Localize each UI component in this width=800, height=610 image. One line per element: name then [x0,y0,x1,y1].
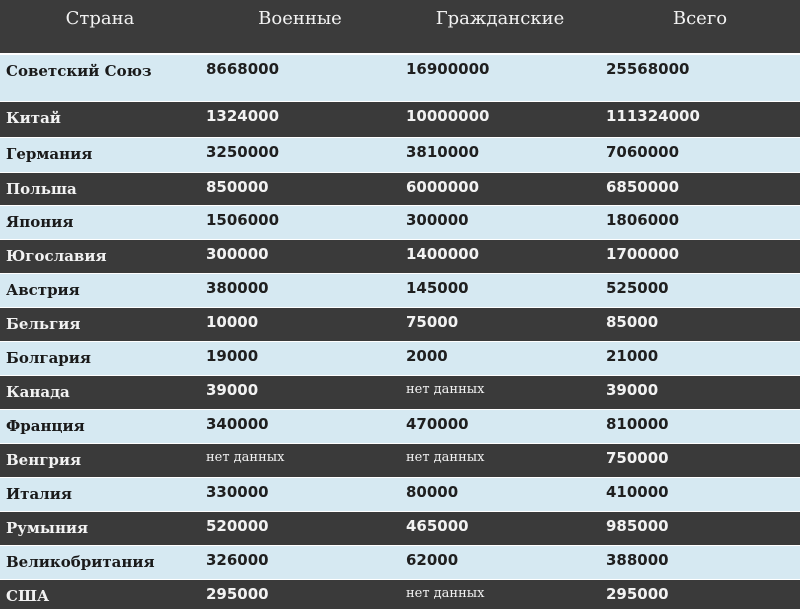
table-row [0,341,800,375]
civilian-cell: 75000 [400,307,600,341]
civilian-cell: 3810000 [400,137,600,172]
header-row [0,0,800,54]
table-row [0,273,800,307]
header-country: Страна [0,0,200,54]
total-cell: 750000 [600,443,800,477]
military-cell: 19000 [200,341,400,375]
table-row [0,511,800,545]
country-cell: Польша [0,172,200,205]
country-cell: Венгрия [0,443,200,477]
table-row [0,205,800,239]
table-row [0,443,800,477]
table-row [0,172,800,205]
civilian-cell: 1400000 [400,239,600,273]
table-row [0,307,800,341]
table-row [0,239,800,273]
total-cell: 39000 [600,375,800,409]
header-military: Военные [200,0,400,54]
total-cell: 410000 [600,477,800,511]
country-cell: Канада [0,375,200,409]
military-cell: 850000 [200,172,400,205]
civilian-cell: 80000 [400,477,600,511]
military-cell: 330000 [200,477,400,511]
military-cell: 380000 [200,273,400,307]
civilian-cell: 10000000 [400,101,600,137]
table-row [0,545,800,579]
civilian-cell: 300000 [400,205,600,239]
total-cell: 6850000 [600,172,800,205]
military-cell: 1506000 [200,205,400,239]
military-cell: 39000 [200,375,400,409]
country-cell: Советский Союз [0,54,200,101]
civilian-cell: нет данных [400,579,600,609]
military-cell: 1324000 [200,101,400,137]
table-row [0,101,800,137]
total-cell: 295000 [600,579,800,609]
civilian-cell: 465000 [400,511,600,545]
civilian-cell: 6000000 [400,172,600,205]
military-cell: 520000 [200,511,400,545]
military-cell: 295000 [200,579,400,609]
civilian-cell: нет данных [400,375,600,409]
country-cell: Германия [0,137,200,172]
civilian-cell: 16900000 [400,54,600,101]
table-row [0,409,800,443]
country-cell: Италия [0,477,200,511]
country-cell: Румыния [0,511,200,545]
total-cell: 85000 [600,307,800,341]
country-cell: Япония [0,205,200,239]
table-body [0,54,800,609]
total-cell: 25568000 [600,54,800,101]
military-cell: 300000 [200,239,400,273]
country-cell: Франция [0,409,200,443]
civilian-cell: 2000 [400,341,600,375]
total-cell: 525000 [600,273,800,307]
table-row [0,137,800,172]
table-row [0,54,800,101]
military-cell: 10000 [200,307,400,341]
civilian-cell: 62000 [400,545,600,579]
military-cell: нет данных [200,443,400,477]
total-cell: 810000 [600,409,800,443]
country-cell: Югославия [0,239,200,273]
header-civilian: Гражданские [400,0,600,54]
country-cell: Бельгия [0,307,200,341]
country-cell: США [0,579,200,609]
table-row [0,477,800,511]
military-cell: 8668000 [200,54,400,101]
country-cell: Болгария [0,341,200,375]
civilian-cell: 145000 [400,273,600,307]
military-cell: 326000 [200,545,400,579]
header-total: Всего [600,0,800,54]
table-row [0,579,800,609]
total-cell: 985000 [600,511,800,545]
total-cell: 7060000 [600,137,800,172]
total-cell: 111324000 [600,101,800,137]
civilian-cell: нет данных [400,443,600,477]
total-cell: 21000 [600,341,800,375]
total-cell: 1700000 [600,239,800,273]
country-cell: Австрия [0,273,200,307]
country-cell: Великобритания [0,545,200,579]
country-cell: Китай [0,101,200,137]
table-header [0,0,800,54]
table-row [0,375,800,409]
military-cell: 340000 [200,409,400,443]
total-cell: 1806000 [600,205,800,239]
military-cell: 3250000 [200,137,400,172]
civilian-cell: 470000 [400,409,600,443]
total-cell: 388000 [600,545,800,579]
